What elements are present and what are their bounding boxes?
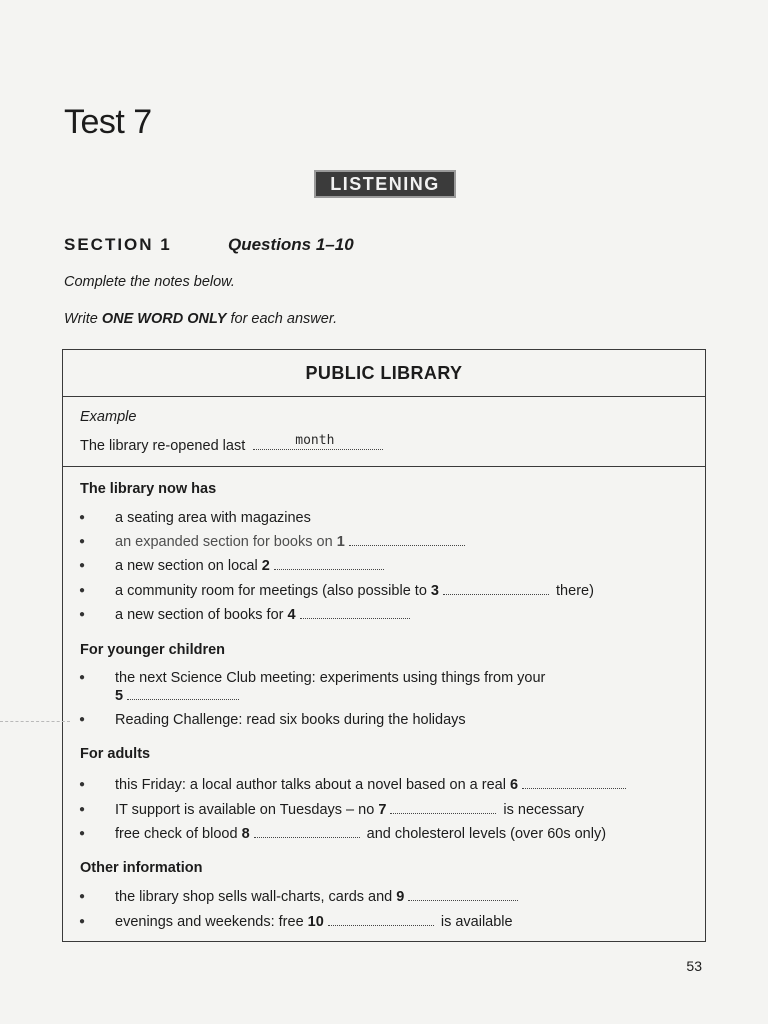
item-text-line [115, 606, 413, 624]
scan-artifact-line [0, 721, 70, 722]
bullet-icon: ● [79, 779, 86, 790]
instruction-suffix: for each answer. [226, 311, 338, 327]
bullet-icon: ● [79, 512, 86, 523]
item-text: evenings and weekends: free [115, 914, 304, 930]
bullet-icon: ● [79, 585, 86, 596]
answer-blank-3[interactable] [443, 583, 549, 595]
instruction-complete-notes: Complete the notes below. [64, 274, 235, 290]
group-heading-younger-children: For younger children [80, 642, 226, 658]
bullet-icon: ● [79, 916, 86, 927]
questions-range: Questions 1–10 [228, 235, 354, 254]
section-heading [64, 235, 354, 255]
item-text: IT support is available on Tuesdays – no [115, 802, 375, 818]
item-text-line [115, 533, 468, 551]
answer-blank-1[interactable] [349, 534, 465, 546]
bullet-icon: ● [79, 828, 86, 839]
bullet-icon: ● [79, 560, 86, 571]
question-number: 5 [115, 688, 124, 704]
question-number: 6 [509, 777, 519, 793]
item-text-line [115, 888, 521, 906]
group-heading-other-information: Other information [80, 860, 203, 876]
listening-badge: LISTENING [314, 170, 456, 198]
item-text: a community room for meetings (also possible to [115, 583, 427, 599]
item-text: the next Science Club meeting: experiments using things from your [115, 670, 546, 686]
question-number: 4 [287, 607, 296, 623]
answer-blank-7[interactable] [390, 802, 496, 814]
item-text: a new section on local [115, 558, 258, 574]
question-number: 8 [241, 826, 250, 842]
example-text: The library re-opened last [80, 438, 246, 454]
item-text-after: there) [556, 583, 594, 599]
question-number: 9 [396, 889, 405, 905]
item-text: the library shop sells wall-charts, cards and [115, 889, 393, 905]
item-text-line [115, 825, 606, 843]
answer-blank-6[interactable] [522, 777, 626, 789]
item-text-line [115, 913, 513, 931]
item-text: a new section of books for [115, 607, 284, 623]
section-label: SECTION 1 [64, 235, 172, 254]
group-heading-library-now-has: The library now has [80, 481, 217, 497]
answer-blank-2[interactable] [274, 558, 384, 570]
notes-title: PUBLIC LIBRARY [63, 350, 705, 397]
example-label: Example [80, 409, 137, 425]
instruction-word-limit [64, 311, 337, 327]
item-text-after: is necessary [503, 802, 585, 818]
question-number: 1 [336, 534, 345, 550]
item-text: a seating area with magazines [115, 510, 311, 526]
page-title: Test 7 [64, 103, 152, 141]
answer-blank-9[interactable] [408, 889, 518, 901]
item-text-continuation [115, 687, 242, 705]
instruction-word-limit-emphasis: ONE WORD ONLY [101, 311, 227, 327]
instruction-prefix: Write [64, 311, 102, 327]
item-text-line [115, 801, 584, 819]
item-text: an expanded section for books on [115, 534, 333, 550]
answer-blank-4[interactable] [300, 607, 410, 619]
item-text: this Friday: a local author talks about a novel based on a real [115, 777, 506, 793]
answer-blank-5[interactable] [127, 688, 239, 700]
bullet-icon: ● [79, 609, 86, 620]
bullet-icon: ● [79, 804, 86, 815]
example-answer-blank [253, 433, 383, 450]
item-text-after: and cholesterol levels (over 60s only) [366, 826, 607, 842]
bullet-icon: ● [79, 714, 86, 725]
item-text-line [115, 582, 594, 600]
item-text: free check of blood [115, 826, 238, 842]
question-number: 2 [261, 558, 270, 574]
bullet-icon: ● [79, 891, 86, 902]
item-text-line [115, 776, 629, 794]
example-line [80, 433, 383, 454]
item-text-after: is available [440, 914, 513, 930]
notes-box [62, 349, 706, 942]
answer-blank-10[interactable] [328, 914, 434, 926]
example-answer: month [295, 433, 335, 448]
question-number: 7 [378, 802, 387, 818]
group-heading-adults: For adults [80, 746, 151, 762]
question-number: 10 [307, 914, 324, 930]
question-number: 3 [430, 583, 439, 599]
bullet-icon: ● [79, 536, 86, 547]
example-block [63, 397, 705, 467]
answer-blank-8[interactable] [254, 826, 360, 838]
bullet-icon: ● [79, 672, 86, 683]
item-text-line [115, 557, 387, 575]
page-number: 53 [686, 958, 702, 974]
item-text: Reading Challenge: read six books during the holidays [115, 712, 466, 728]
